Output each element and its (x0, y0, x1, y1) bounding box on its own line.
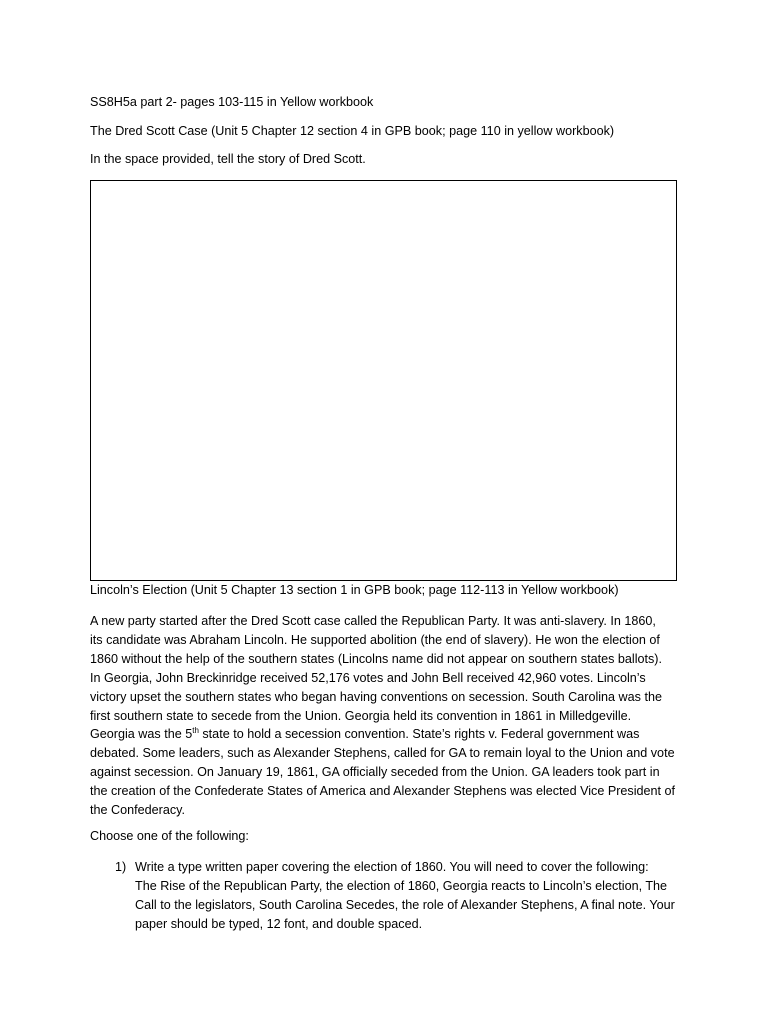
ordinal-suffix: th (192, 726, 199, 736)
list-item-line: The Rise of the Republican Party, the election of 1860, Georgia reacts to Lincoln’s election, The (135, 878, 668, 893)
paragraph-line: the Confederacy. (90, 803, 185, 818)
paragraph-line: the creation of the Confederate States of America and Alexander Stephens was elected Vice President of (90, 784, 676, 799)
line-text: state to hold a secession convention. State’s rights v. Federal government was (198, 727, 640, 742)
paragraph-line: first southern state to secede from the Union. Georgia held its convention in 1861 in Milledgeville. (90, 708, 632, 723)
paragraph-line: debated. Some leaders, such as Alexander Stephens, called for GA to remain loyal to the Union and vote (90, 746, 675, 761)
paragraph-line: In Georgia, John Breckinridge received 52,176 votes and John Bell received 42,960 votes. Lincoln’s (90, 670, 646, 685)
line-text: Georgia was the 5 (90, 727, 193, 742)
paragraph-line: A new party started after the Dred Scott case called the Republican Party. It was anti-slavery. In 1860, (90, 614, 656, 628)
list-item-number: 1) (115, 860, 127, 874)
dred-scott-heading: The Dred Scott Case (Unit 5 Chapter 12 section 4 in GPB book; page 110 in yellow workbook) (90, 124, 615, 138)
paragraph-line: its candidate was Abraham Lincoln. He supported abolition (the end of slavery). He won the election of (90, 632, 660, 647)
list-item (115, 858, 685, 934)
paragraph-line: 1860 without the help of the southern states (Lincolns name did not appear on southern states ballots). (90, 651, 662, 666)
lincoln-election-heading: Lincoln’s Election (Unit 5 Chapter 13 section 1 in GPB book; page 112-113 in Yellow workbook) (90, 583, 619, 597)
standard-line: SS8H5a part 2- pages 103-115 in Yellow workbook (90, 95, 374, 109)
lincoln-election-paragraph (90, 612, 682, 820)
list-item-line: Write a type written paper covering the election of 1860. You will need to cover the following: (135, 860, 649, 874)
list-item-line: paper should be typed, 12 font, and double spaced. (135, 916, 423, 931)
instruction-text: In the space provided, tell the story of Dred Scott. (90, 152, 366, 166)
answer-box[interactable] (90, 180, 677, 581)
paragraph-line: against secession. On January 19, 1861, GA officially seceded from the Union. GA leaders took part in (90, 765, 660, 780)
paragraph-line (90, 725, 682, 744)
list-item-line: Call to the legislators, South Carolina Secedes, the role of Alexander Stephens, A final note. Your (135, 897, 675, 912)
choose-prompt: Choose one of the following: (90, 829, 249, 843)
paragraph-line: victory upset the southern states who began having conventions on secession. South Carolina was the (90, 689, 662, 704)
